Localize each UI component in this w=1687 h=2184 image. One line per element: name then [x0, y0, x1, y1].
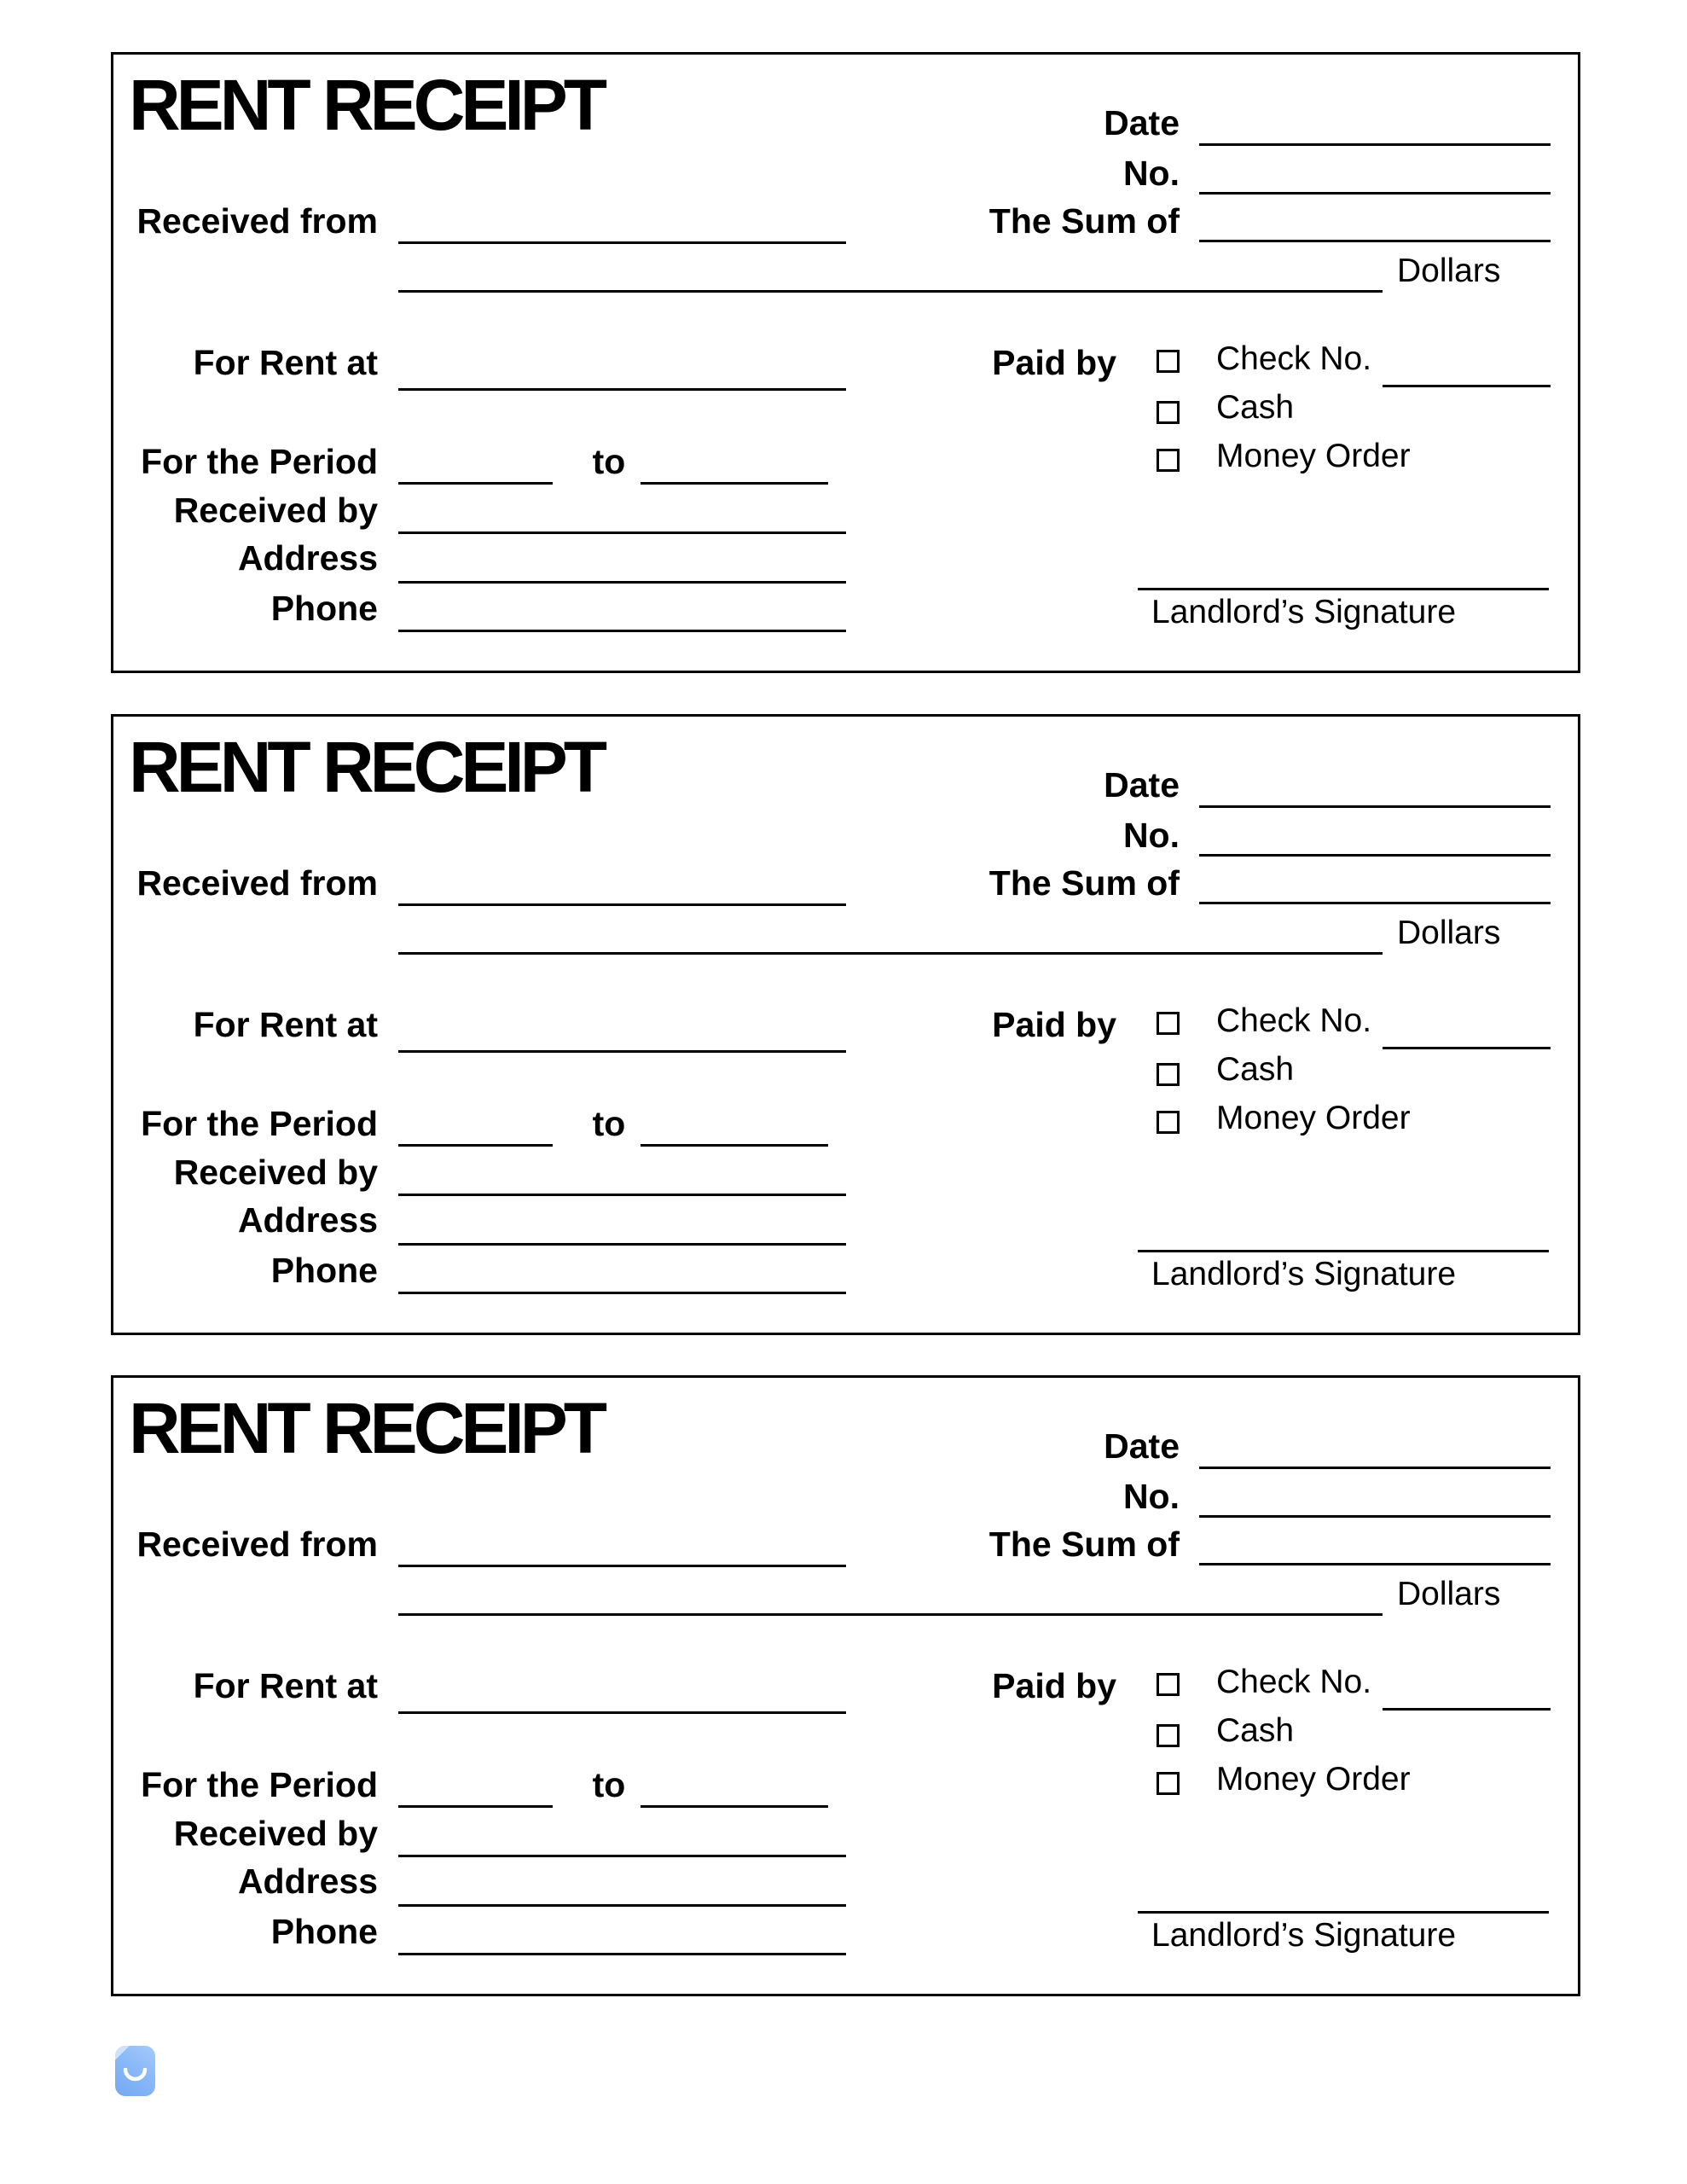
received-from-field-line[interactable]	[398, 903, 846, 906]
sum-field-line[interactable]	[1199, 1563, 1551, 1565]
landlords-signature-label: Landlord’s Signature	[1151, 1256, 1457, 1292]
date-field-line[interactable]	[1199, 805, 1551, 808]
address-field-line[interactable]	[398, 1243, 846, 1246]
check-no-option-label: Check No.	[1216, 1664, 1372, 1700]
received-from-field-line[interactable]	[398, 1565, 846, 1567]
for-the-period-label: For the Period	[141, 1104, 378, 1143]
check-no-option-label: Check No.	[1216, 340, 1372, 377]
sum-field-line[interactable]	[1199, 902, 1551, 904]
money-order-checkbox[interactable]	[1157, 449, 1180, 472]
received-from-label: Received from	[136, 1525, 378, 1564]
cash-checkbox[interactable]	[1157, 1063, 1180, 1086]
money-order-option-label: Money Order	[1216, 438, 1411, 474]
for-rent-at-label: For Rent at	[193, 343, 378, 382]
smile-icon	[123, 2068, 148, 2082]
receipt-number-label: No.	[1122, 816, 1180, 855]
received-by-field-line[interactable]	[398, 1855, 846, 1857]
for-rent-at-field-line[interactable]	[398, 1711, 846, 1714]
check-no-checkbox[interactable]	[1157, 1012, 1180, 1035]
rent-receipt-form	[111, 52, 1580, 673]
address-label: Address	[237, 1200, 378, 1240]
receipt-number-label: No.	[1122, 1477, 1180, 1516]
paid-by-label: Paid by	[992, 1005, 1116, 1044]
landlords-signature-label: Landlord’s Signature	[1151, 594, 1457, 630]
receipt-number-label: No.	[1122, 154, 1180, 193]
receipt-number-field-line[interactable]	[1199, 854, 1551, 857]
period-to-field-line[interactable]	[641, 1144, 828, 1147]
period-to-field-line[interactable]	[641, 1805, 828, 1808]
period-from-field-line[interactable]	[398, 1805, 553, 1808]
for-the-period-label: For the Period	[141, 442, 378, 481]
for-rent-at-label: For Rent at	[193, 1666, 378, 1705]
period-from-field-line[interactable]	[398, 482, 553, 485]
check-no-option-label: Check No.	[1216, 1002, 1372, 1039]
dollars-label: Dollars	[1397, 253, 1501, 289]
landlords-signature-label: Landlord’s Signature	[1151, 1917, 1457, 1954]
date-field-line[interactable]	[1199, 143, 1551, 146]
received-by-label: Received by	[173, 1153, 378, 1192]
to-label: to	[592, 442, 626, 481]
landlord-signature-field-line[interactable]	[1138, 1911, 1549, 1914]
receipt-number-field-line[interactable]	[1199, 192, 1551, 195]
address-label: Address	[237, 1862, 378, 1901]
money-order-option-label: Money Order	[1216, 1761, 1411, 1798]
cash-checkbox[interactable]	[1157, 1724, 1180, 1747]
amount-in-words-field-line[interactable]	[398, 290, 1383, 293]
check-no-field-line[interactable]	[1383, 1047, 1551, 1049]
phone-field-line[interactable]	[398, 1292, 846, 1294]
check-no-field-line[interactable]	[1383, 385, 1551, 387]
phone-field-line[interactable]	[398, 630, 846, 632]
the-sum-of-label: The Sum of	[988, 201, 1180, 241]
the-sum-of-label: The Sum of	[988, 1525, 1180, 1564]
to-label: to	[592, 1765, 626, 1804]
received-by-field-line[interactable]	[398, 1194, 846, 1196]
received-from-label: Received from	[136, 863, 378, 903]
to-label: to	[592, 1104, 626, 1143]
dollars-label: Dollars	[1397, 915, 1501, 951]
amount-in-words-field-line[interactable]	[398, 952, 1383, 955]
cash-option-label: Cash	[1216, 389, 1295, 426]
money-order-checkbox[interactable]	[1157, 1772, 1180, 1795]
dollars-label: Dollars	[1397, 1576, 1501, 1612]
sum-field-line[interactable]	[1199, 240, 1551, 242]
date-label: Date	[1104, 1426, 1180, 1466]
the-sum-of-label: The Sum of	[988, 863, 1180, 903]
check-no-checkbox[interactable]	[1157, 350, 1180, 373]
date-label: Date	[1104, 765, 1180, 804]
form-title: RENT RECEIPT	[129, 727, 604, 807]
money-order-checkbox[interactable]	[1157, 1111, 1180, 1134]
rent-receipt-form	[111, 714, 1580, 1335]
received-by-label: Received by	[173, 491, 378, 530]
receipt-number-field-line[interactable]	[1199, 1515, 1551, 1518]
received-by-label: Received by	[173, 1814, 378, 1853]
period-from-field-line[interactable]	[398, 1144, 553, 1147]
landlord-signature-field-line[interactable]	[1138, 588, 1549, 590]
phone-label: Phone	[270, 589, 378, 628]
for-rent-at-label: For Rent at	[193, 1005, 378, 1044]
form-title: RENT RECEIPT	[129, 1388, 604, 1468]
for-rent-at-field-line[interactable]	[398, 388, 846, 391]
paid-by-label: Paid by	[992, 343, 1116, 382]
phone-label: Phone	[270, 1912, 378, 1951]
cash-option-label: Cash	[1216, 1712, 1295, 1749]
form-title: RENT RECEIPT	[129, 65, 604, 145]
received-from-field-line[interactable]	[398, 241, 846, 244]
cash-checkbox[interactable]	[1157, 401, 1180, 424]
amount-in-words-field-line[interactable]	[398, 1613, 1383, 1616]
phone-label: Phone	[270, 1251, 378, 1290]
period-to-field-line[interactable]	[641, 482, 828, 485]
landlord-signature-field-line[interactable]	[1138, 1250, 1549, 1252]
phone-field-line[interactable]	[398, 1953, 846, 1955]
address-label: Address	[237, 538, 378, 578]
for-rent-at-field-line[interactable]	[398, 1050, 846, 1053]
check-no-field-line[interactable]	[1383, 1708, 1551, 1711]
received-from-label: Received from	[136, 201, 378, 241]
date-field-line[interactable]	[1199, 1467, 1551, 1469]
check-no-checkbox[interactable]	[1157, 1673, 1180, 1696]
document-smile-icon	[115, 2046, 155, 2096]
date-label: Date	[1104, 103, 1180, 142]
address-field-line[interactable]	[398, 581, 846, 584]
for-the-period-label: For the Period	[141, 1765, 378, 1804]
address-field-line[interactable]	[398, 1904, 846, 1907]
rent-receipt-form	[111, 1375, 1580, 1996]
received-by-field-line[interactable]	[398, 531, 846, 534]
paid-by-label: Paid by	[992, 1666, 1116, 1705]
cash-option-label: Cash	[1216, 1051, 1295, 1088]
money-order-option-label: Money Order	[1216, 1100, 1411, 1136]
